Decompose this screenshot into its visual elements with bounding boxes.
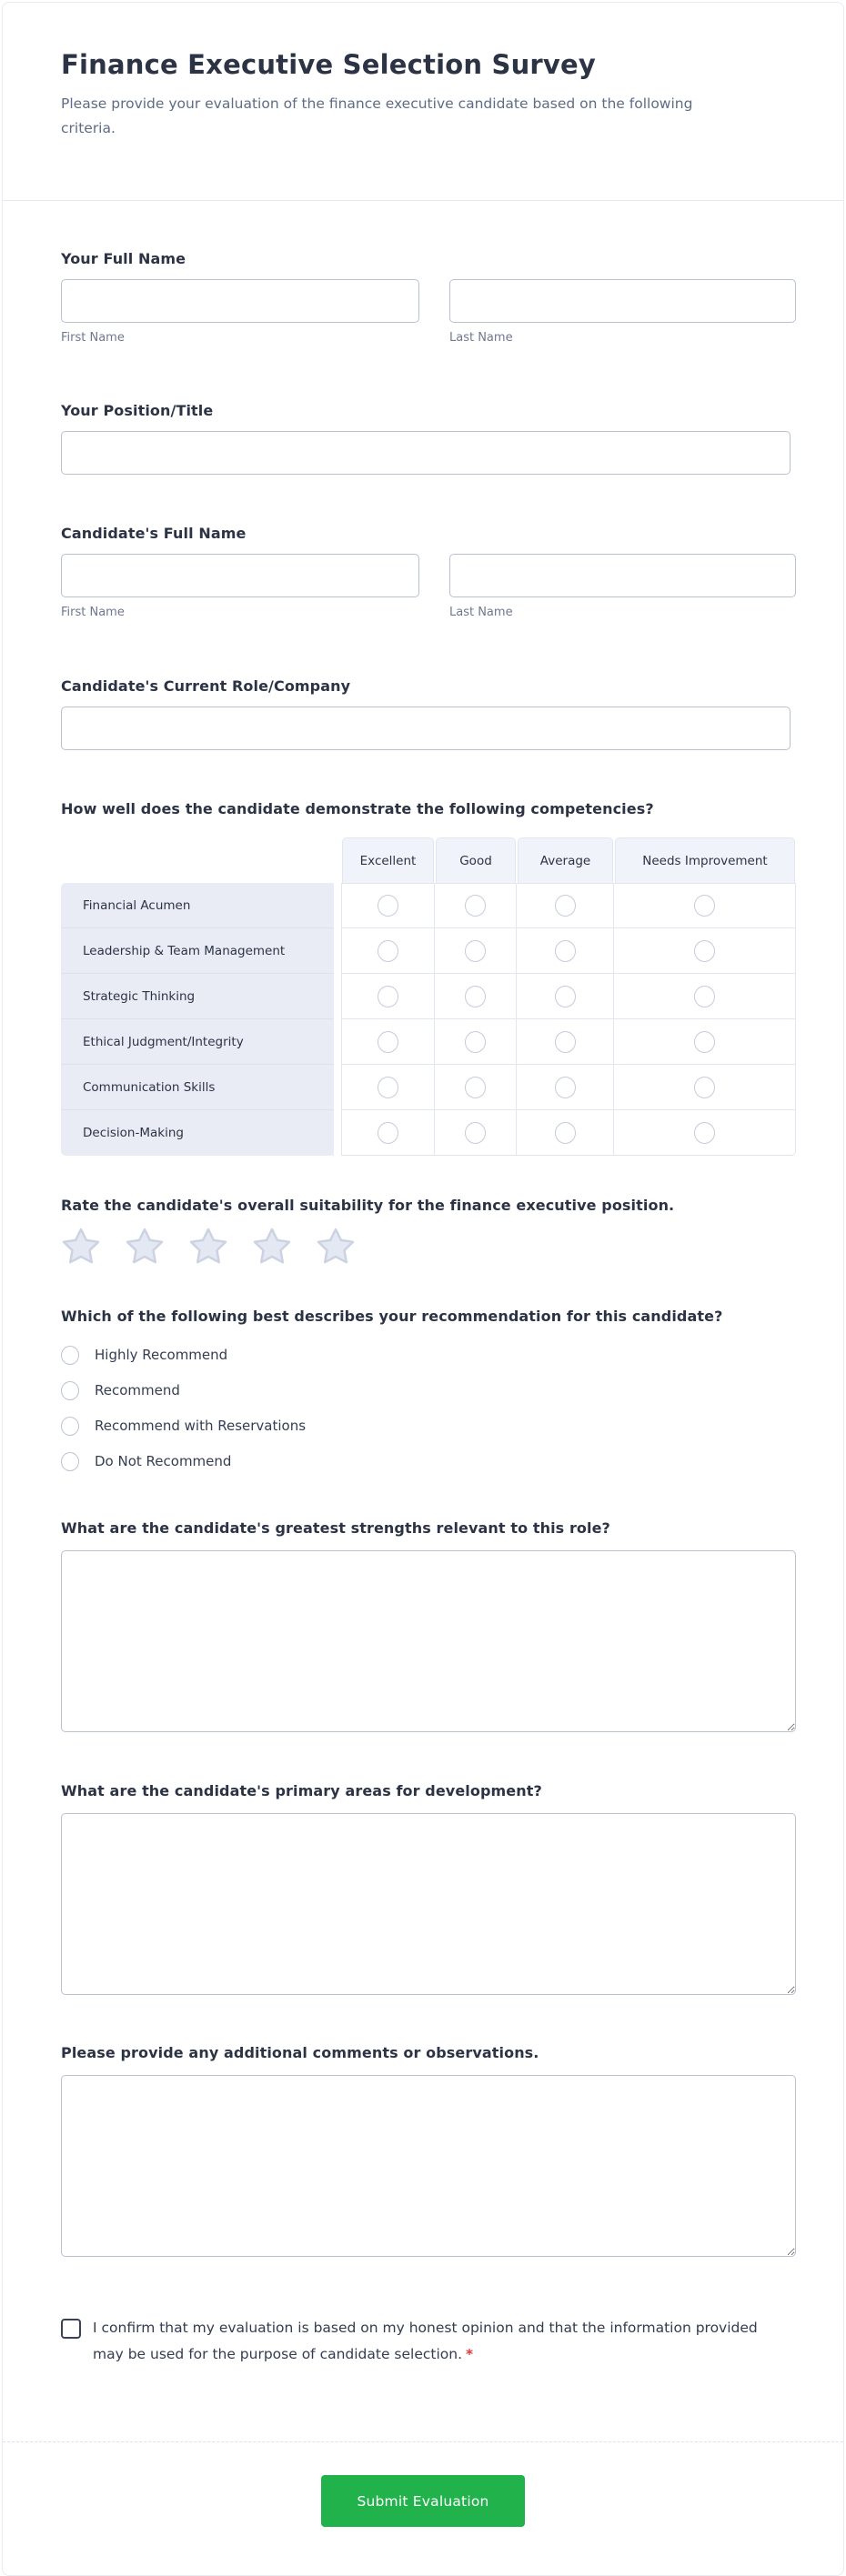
question-comments bbox=[61, 2045, 791, 2257]
matrix-row-label: Ethical Judgment/Integrity bbox=[61, 1019, 334, 1065]
first-name-sublabel: First Name bbox=[61, 331, 125, 345]
matrix-radio-2-1[interactable] bbox=[378, 940, 398, 962]
question-candidate-role bbox=[61, 678, 791, 750]
matrix-radio-5-2[interactable] bbox=[465, 1077, 486, 1098]
matrix-row-label: Leadership & Team Management bbox=[61, 928, 334, 974]
survey-form-card bbox=[2, 2, 844, 2576]
matrix-radio-5-4[interactable] bbox=[694, 1077, 715, 1098]
form-subtitle: Please provide your evaluation of the finance executive candidate based on the following criteria. bbox=[61, 95, 693, 136]
development-textarea[interactable] bbox=[61, 1813, 796, 1995]
matrix-row-label: Communication Skills bbox=[61, 1065, 334, 1110]
matrix-radio-1-4[interactable] bbox=[694, 895, 715, 917]
last-name-sublabel: Last Name bbox=[449, 606, 513, 619]
competency-matrix-table bbox=[61, 837, 796, 1156]
matrix-cell bbox=[614, 883, 796, 928]
matrix-cell bbox=[517, 974, 614, 1019]
matrix-radio-5-3[interactable] bbox=[555, 1077, 576, 1098]
matrix-cell bbox=[341, 974, 435, 1019]
question-label: Please provide any additional comments or observations. bbox=[61, 2044, 539, 2061]
matrix-radio-6-4[interactable] bbox=[694, 1122, 715, 1144]
name-fields-row bbox=[61, 279, 796, 345]
last-name-sublabel: Last Name bbox=[449, 331, 513, 345]
matrix-radio-3-3[interactable] bbox=[555, 986, 576, 1007]
star-icon-2[interactable] bbox=[125, 1227, 165, 1267]
matrix-cell bbox=[614, 1110, 796, 1156]
recommendation-option-4[interactable] bbox=[61, 1448, 791, 1475]
matrix-cell bbox=[517, 1019, 614, 1065]
radio-option-label[interactable]: Do Not Recommend bbox=[95, 1453, 232, 1469]
your-position-input[interactable] bbox=[61, 431, 791, 475]
recommendation-options bbox=[61, 1341, 791, 1475]
recommendation-option-2[interactable] bbox=[61, 1377, 791, 1404]
matrix-cell bbox=[435, 974, 517, 1019]
question-competency-matrix bbox=[61, 801, 791, 1156]
matrix-cell bbox=[517, 1110, 614, 1156]
last-name-column bbox=[449, 279, 796, 345]
question-star-rating bbox=[61, 1198, 791, 1267]
radio-circle[interactable] bbox=[61, 1417, 79, 1436]
matrix-radio-2-2[interactable] bbox=[465, 940, 486, 962]
matrix-row-label: Financial Acumen bbox=[61, 883, 334, 928]
matrix-cell bbox=[435, 883, 517, 928]
consent-text: I confirm that my evaluation is based on my honest opinion and that the information provided may be used for the purpose of candidate selection. bbox=[93, 2320, 758, 2362]
recommendation-option-1[interactable] bbox=[61, 1341, 791, 1368]
matrix-cell bbox=[614, 1065, 796, 1110]
candidate-role-input[interactable] bbox=[61, 707, 791, 750]
matrix-cell bbox=[435, 1065, 517, 1110]
matrix-column-header: Excellent bbox=[342, 837, 434, 883]
form-header bbox=[3, 3, 843, 201]
matrix-cell bbox=[517, 883, 614, 928]
matrix-radio-3-2[interactable] bbox=[465, 986, 486, 1007]
submit-button[interactable]: Submit Evaluation bbox=[321, 2475, 525, 2527]
radio-circle[interactable] bbox=[61, 1452, 79, 1471]
candidate-last-name-input[interactable] bbox=[449, 554, 796, 597]
question-label: What are the candidate's primary areas for development? bbox=[61, 1782, 542, 1799]
strengths-textarea[interactable] bbox=[61, 1550, 796, 1732]
last-name-column bbox=[449, 554, 796, 619]
matrix-cell bbox=[614, 974, 796, 1019]
question-label: What are the candidate's greatest strengths relevant to this role? bbox=[61, 1519, 610, 1537]
question-label: Rate the candidate's overall suitability for the finance executive position. bbox=[61, 1197, 675, 1214]
form-footer bbox=[3, 2441, 843, 2575]
star-icon-5[interactable] bbox=[316, 1227, 356, 1267]
question-label: Which of the following best describes your recommendation for this candidate? bbox=[61, 1308, 723, 1325]
question-label: Your Position/Title bbox=[61, 402, 214, 419]
matrix-radio-1-3[interactable] bbox=[555, 895, 576, 917]
matrix-column-header: Average bbox=[518, 837, 613, 883]
star-icon-1[interactable] bbox=[61, 1227, 101, 1267]
question-recommendation bbox=[61, 1308, 791, 1475]
matrix-cell bbox=[341, 928, 435, 974]
question-label: How well does the candidate demonstrate the following competencies? bbox=[61, 800, 654, 817]
form-body bbox=[3, 201, 843, 2441]
comments-textarea[interactable] bbox=[61, 2075, 796, 2257]
your-last-name-input[interactable] bbox=[449, 279, 796, 323]
question-development bbox=[61, 1783, 791, 1995]
matrix-cell bbox=[341, 1019, 435, 1065]
star-rating-control bbox=[61, 1227, 791, 1267]
matrix-radio-1-1[interactable] bbox=[378, 895, 398, 917]
radio-circle[interactable] bbox=[61, 1346, 79, 1365]
matrix-radio-4-3[interactable] bbox=[555, 1031, 576, 1053]
first-name-column bbox=[61, 279, 419, 345]
matrix-row-label: Decision-Making bbox=[61, 1110, 334, 1156]
question-consent[interactable] bbox=[61, 2315, 791, 2368]
matrix-radio-6-1[interactable] bbox=[378, 1122, 398, 1144]
radio-option-label[interactable]: Recommend with Reservations bbox=[95, 1418, 307, 1434]
first-name-column bbox=[61, 554, 419, 619]
radio-circle[interactable] bbox=[61, 1381, 79, 1400]
consent-row bbox=[61, 2315, 770, 2368]
matrix-cell bbox=[435, 1110, 517, 1156]
matrix-column-header: Good bbox=[436, 837, 516, 883]
question-your-full-name bbox=[61, 251, 791, 345]
required-asterisk: * bbox=[466, 2346, 474, 2362]
matrix-radio-5-1[interactable] bbox=[378, 1077, 398, 1098]
matrix-column-header: Needs Improvement bbox=[615, 837, 795, 883]
matrix-radio-4-2[interactable] bbox=[465, 1031, 486, 1053]
matrix-radio-3-4[interactable] bbox=[694, 986, 715, 1007]
star-icon-3[interactable] bbox=[188, 1227, 228, 1267]
matrix-radio-6-2[interactable] bbox=[465, 1122, 486, 1144]
matrix-cell bbox=[341, 883, 435, 928]
name-fields-row bbox=[61, 554, 796, 619]
recommendation-option-3[interactable] bbox=[61, 1412, 791, 1439]
matrix-radio-2-4[interactable] bbox=[694, 940, 715, 962]
matrix-radio-2-3[interactable] bbox=[555, 940, 576, 962]
first-name-sublabel: First Name bbox=[61, 606, 125, 619]
matrix-row-label: Strategic Thinking bbox=[61, 974, 334, 1019]
radio-option-label[interactable]: Recommend bbox=[95, 1382, 180, 1398]
question-candidate-full-name bbox=[61, 526, 791, 619]
matrix-radio-1-2[interactable] bbox=[465, 895, 486, 917]
question-your-position bbox=[61, 403, 791, 475]
matrix-cell bbox=[614, 928, 796, 974]
star-icon-4[interactable] bbox=[252, 1227, 292, 1267]
matrix-radio-6-3[interactable] bbox=[555, 1122, 576, 1144]
matrix-cell bbox=[435, 1019, 517, 1065]
question-label: Candidate's Full Name bbox=[61, 525, 247, 542]
question-label: Candidate's Current Role/Company bbox=[61, 677, 351, 695]
matrix-cell bbox=[341, 1065, 435, 1110]
matrix-cell bbox=[517, 1065, 614, 1110]
matrix-cell bbox=[614, 1019, 796, 1065]
candidate-first-name-input[interactable] bbox=[61, 554, 419, 597]
matrix-corner-cell bbox=[61, 837, 341, 883]
page-title: Finance Executive Selection Survey bbox=[61, 49, 596, 80]
question-strengths bbox=[61, 1520, 791, 1732]
matrix-radio-4-4[interactable] bbox=[694, 1031, 715, 1053]
matrix-cell bbox=[341, 1110, 435, 1156]
matrix-radio-4-1[interactable] bbox=[378, 1031, 398, 1053]
question-label: Your Full Name bbox=[61, 250, 186, 267]
matrix-cell bbox=[435, 928, 517, 974]
matrix-cell bbox=[517, 928, 614, 974]
your-first-name-input[interactable] bbox=[61, 279, 419, 323]
radio-option-label[interactable]: Highly Recommend bbox=[95, 1347, 228, 1363]
matrix-radio-3-1[interactable] bbox=[378, 986, 398, 1007]
consent-checkbox[interactable] bbox=[61, 2319, 81, 2339]
